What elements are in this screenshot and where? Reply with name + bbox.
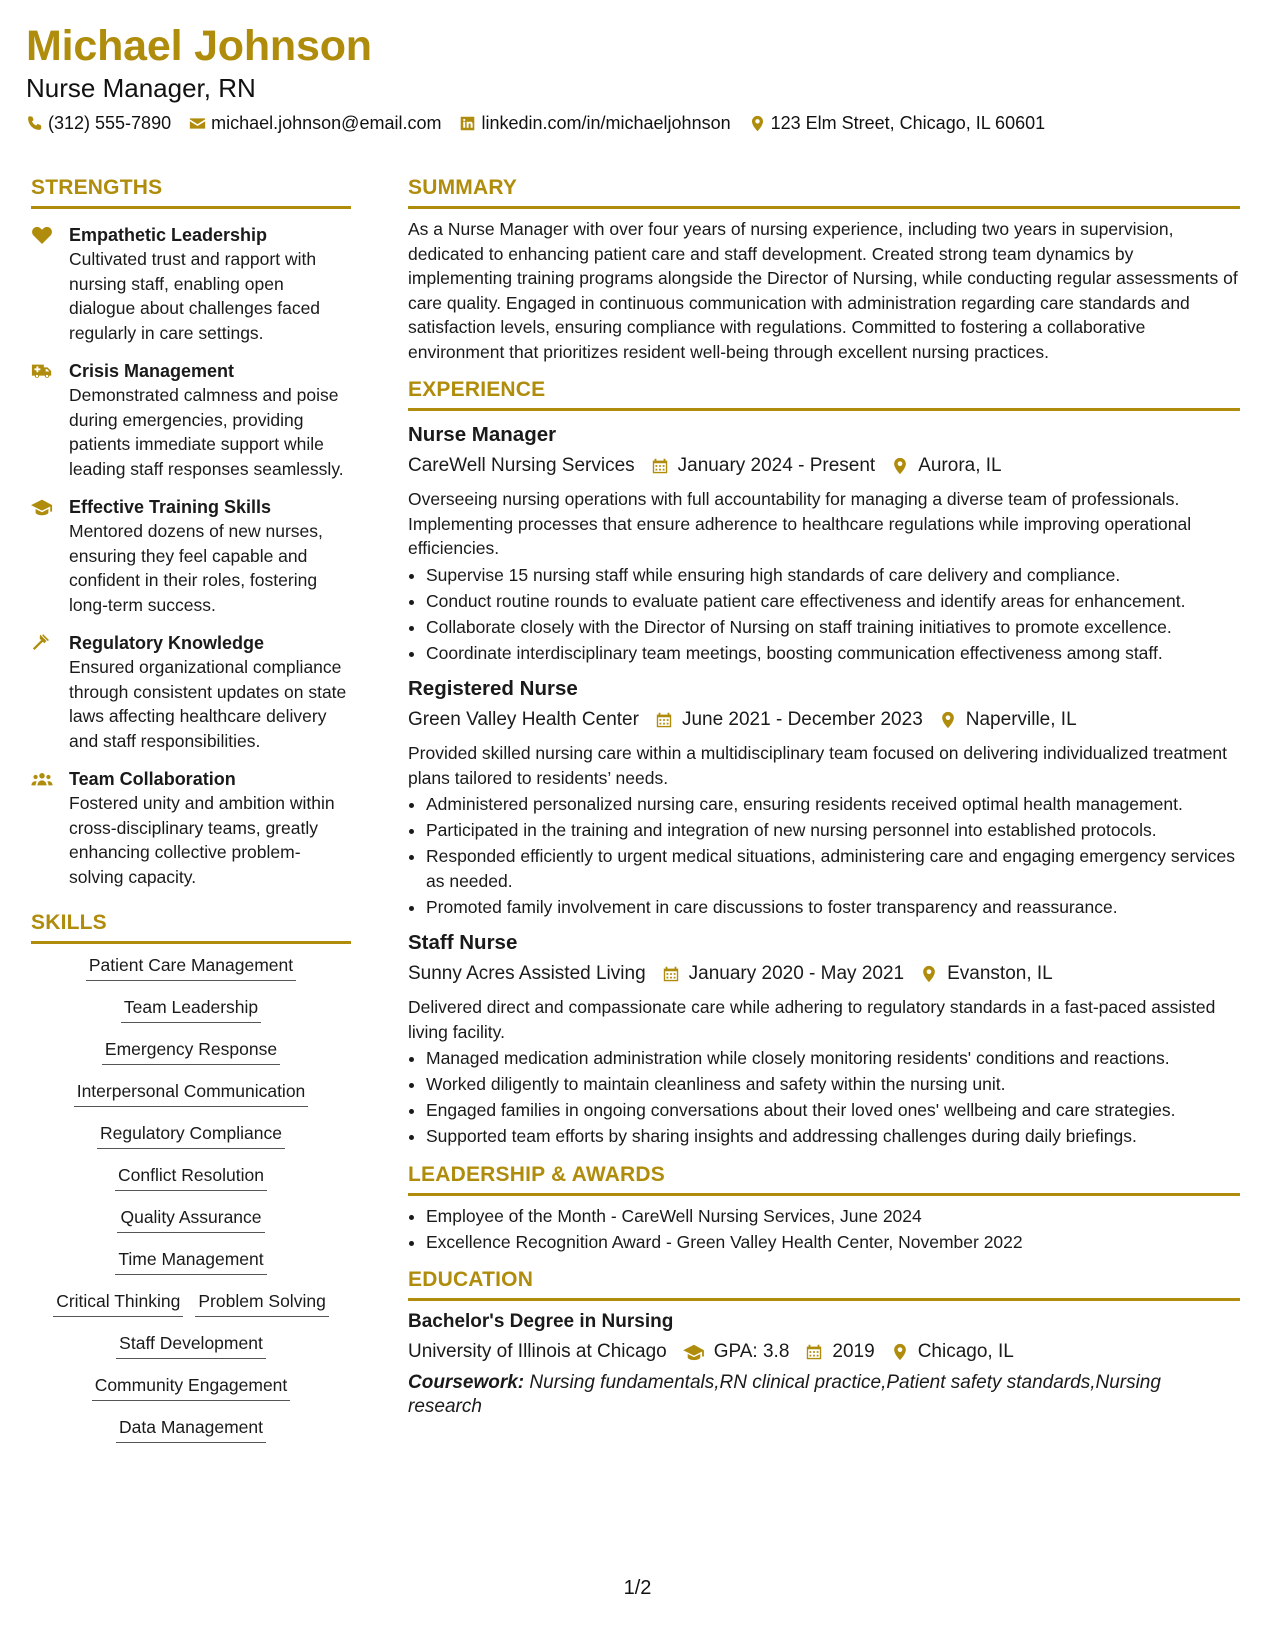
candidate-title: Nurse Manager, RN (26, 73, 256, 103)
award-item: • Excellence Recognition Award - Green Valley Health Center, November 2022 (426, 1230, 1240, 1255)
right-column (408, 176, 1240, 1419)
job-bullet: • Engaged families in ongoing conversations about their loved ones' wellbeing and care strategies. (426, 1098, 1240, 1123)
location-pin-icon (920, 965, 938, 983)
job-meta (408, 451, 1240, 481)
linkedin-text: linkedin.com/in/michaeljohnson (481, 113, 731, 133)
job-meta (408, 705, 1240, 735)
school-name: University of Illinois at Chicago (408, 1341, 667, 1362)
strength-title: Team Collaboration (69, 769, 236, 789)
coursework-text: Nursing fundamentals,RN clinical practice,Patient safety standards,Nursing research (408, 1372, 1161, 1417)
page-number: 1/2 (623, 1577, 652, 1599)
strength-title: Effective Training Skills (69, 497, 272, 517)
job-bullets (408, 563, 1240, 666)
job-company: Sunny Acres Assisted Living (408, 963, 646, 984)
job-bullets (408, 1046, 1240, 1149)
summary-heading: SUMMARY (408, 176, 1240, 209)
job-bullet: • Conduct routine rounds to evaluate patient care effectiveness and identify areas for enhancement. (426, 589, 1240, 614)
location-pin-icon (749, 115, 766, 132)
experience-heading: EXPERIENCE (408, 378, 1240, 411)
calendar-icon (805, 1343, 823, 1361)
job-bullet: • Promoted family involvement in care discussions to foster transparency and reassurance. (426, 895, 1240, 920)
job-bullet: • Supported team efforts by sharing insights and addressing challenges during daily briefings. (426, 1124, 1240, 1149)
skills-section (31, 911, 351, 1443)
job-description: Provided skilled nursing care within a multidisciplinary team focused on delivering individualized treatment plans tailored to residents’ needs. (408, 743, 1228, 788)
job-bullet: • Administered personalized nursing care, ensuring residents received optimal health management. (426, 792, 1240, 817)
education-location: Chicago, IL (917, 1341, 1014, 1362)
strength-item (31, 495, 351, 617)
job-entry (408, 929, 1240, 1149)
contact-email[interactable] (189, 113, 441, 134)
skill-tag: Team Leadership (121, 996, 261, 1023)
envelope-icon (189, 115, 206, 132)
job-title: Nurse Manager (408, 423, 557, 446)
skill-tag: Time Management (115, 1248, 266, 1275)
job-entry (408, 675, 1240, 919)
skill-tag: Patient Care Management (86, 954, 296, 981)
strength-title: Empathetic Leadership (69, 225, 268, 245)
job-entry (408, 421, 1240, 665)
ambulance-icon (31, 361, 53, 381)
strength-item (31, 359, 351, 481)
calendar-icon (651, 457, 669, 475)
job-meta (408, 959, 1240, 989)
left-column (31, 176, 351, 1458)
linkedin-icon (459, 115, 476, 132)
skill-tag: Critical Thinking (53, 1290, 183, 1317)
location-pin-icon (891, 457, 909, 475)
coursework (408, 1371, 1240, 1419)
job-dates: January 2020 - May 2021 (688, 963, 905, 984)
job-description: Overseeing nursing operations with full accountability for managing a diverse team of professionals. Implementing processes that ensure adherence to healthcare regulations while improving operational efficiencies. (408, 489, 1192, 558)
job-company: CareWell Nursing Services (408, 455, 635, 476)
users-icon (31, 769, 53, 789)
strength-desc: Mentored dozens of new nurses, ensuring they feel capable and confident in their roles, fostering long-term success. (69, 521, 323, 615)
gpa-text: GPA: 3.8 (713, 1341, 790, 1362)
heart-icon (31, 225, 53, 245)
job-location: Naperville, IL (965, 709, 1077, 730)
strength-desc: Cultivated trust and rapport with nursing staff, enabling open dialogue about challenges faced regularly in care settings. (69, 249, 321, 343)
phone-icon (26, 115, 43, 132)
skill-tag: Quality Assurance (117, 1206, 264, 1233)
job-bullet: • Participated in the training and integration of new nursing personnel into established protocols. (426, 818, 1240, 843)
strength-desc: Fostered unity and ambition within cross-disciplinary teams, greatly enhancing collective problem-solving capacity. (69, 793, 335, 887)
contact-linkedin[interactable] (459, 113, 730, 134)
calendar-icon (655, 711, 673, 729)
skill-tag: Regulatory Compliance (97, 1122, 285, 1149)
contact-bar (26, 113, 1063, 134)
skill-tag: Emergency Response (102, 1038, 280, 1065)
skill-tag: Interpersonal Communication (74, 1080, 309, 1107)
award-item: • Employee of the Month - CareWell Nursing Services, June 2024 (426, 1204, 1240, 1229)
awards-list (408, 1204, 1240, 1255)
job-dates: June 2021 - December 2023 (681, 709, 923, 730)
job-bullet: • Worked diligently to maintain cleanliness and safety within the nursing unit. (426, 1072, 1240, 1097)
job-bullet: • Coordinate interdisciplinary team meetings, boosting communication effectiveness among staff. (426, 641, 1240, 666)
graduation-cap-icon (31, 497, 53, 517)
phone-text: (312) 555-7890 (48, 113, 172, 133)
strength-title: Regulatory Knowledge (69, 633, 265, 653)
candidate-name: Michael Johnson (26, 22, 372, 70)
skills-heading: SKILLS (31, 911, 351, 944)
strength-item (31, 767, 351, 889)
coursework-label: Coursework: (408, 1372, 525, 1393)
strength-desc: Demonstrated calmness and poise during emergencies, providing patients immediate support while leading staff responses seamlessly. (69, 385, 344, 479)
skill-tag: Conflict Resolution (115, 1164, 267, 1191)
skill-tag: Problem Solving (195, 1290, 328, 1317)
contact-address (749, 113, 1046, 134)
skill-tag: Data Management (116, 1416, 266, 1443)
degree-title: Bachelor's Degree in Nursing (408, 1311, 674, 1332)
skill-tag: Community Engagement (92, 1374, 291, 1401)
location-pin-icon (891, 1343, 909, 1361)
gavel-icon (31, 633, 53, 653)
awards-heading: LEADERSHIP & AWARDS (408, 1163, 1240, 1196)
job-location: Evanston, IL (947, 963, 1053, 984)
job-bullets (408, 792, 1240, 919)
education-heading: EDUCATION (408, 1268, 1240, 1301)
job-dates: January 2024 - Present (677, 455, 876, 476)
job-description: Delivered direct and compassionate care while adhering to regulatory standards in a fast-paced assisted living facility. (408, 997, 1216, 1042)
location-pin-icon (939, 711, 957, 729)
strengths-heading: STRENGTHS (31, 176, 351, 209)
education-meta (408, 1337, 1240, 1367)
graduation-cap-icon (683, 1343, 705, 1361)
strength-title: Crisis Management (69, 361, 235, 381)
job-bullet: • Collaborate closely with the Director of Nursing on staff training initiatives to promote excellence. (426, 615, 1240, 640)
graduation-year: 2019 (832, 1341, 875, 1362)
job-title: Registered Nurse (408, 677, 578, 700)
strength-item (31, 223, 351, 345)
job-company: Green Valley Health Center (408, 709, 639, 730)
job-bullet: • Responded efficiently to urgent medical situations, administering care and engaging emergency services as needed. (426, 844, 1240, 893)
job-location: Aurora, IL (918, 455, 1002, 476)
contact-phone[interactable] (26, 113, 171, 134)
calendar-icon (662, 965, 680, 983)
skills-list (31, 954, 351, 1443)
job-bullet: • Managed medication administration while closely monitoring residents' conditions and reactions. (426, 1046, 1240, 1071)
job-title: Staff Nurse (408, 931, 518, 954)
strength-desc: Ensured organizational compliance through consistent updates on state laws affecting healthcare delivery and staff responsibilities. (69, 657, 347, 751)
summary-text: As a Nurse Manager with over four years of nursing experience, including two years in supervision, dedicated to enhancing patient care and staff development. Created strong team dynamics by implementing training programs alongside the Director of Nursing, while conducting regular assessments of care quality. Engaged in continuous communication with administration regarding care standards and satisfaction levels, ensuring compliance with regulations. Committed to fostering a collaborative environment that prioritizes resident well-being through excellent nursing practices. (408, 219, 1238, 362)
strength-item (31, 631, 351, 753)
address-text: 123 Elm Street, Chicago, IL 60601 (770, 113, 1046, 133)
email-text: michael.johnson@email.com (211, 113, 442, 133)
skill-tag: Staff Development (116, 1332, 266, 1359)
job-bullet: • Supervise 15 nursing staff while ensuring high standards of care delivery and compliance. (426, 563, 1240, 588)
